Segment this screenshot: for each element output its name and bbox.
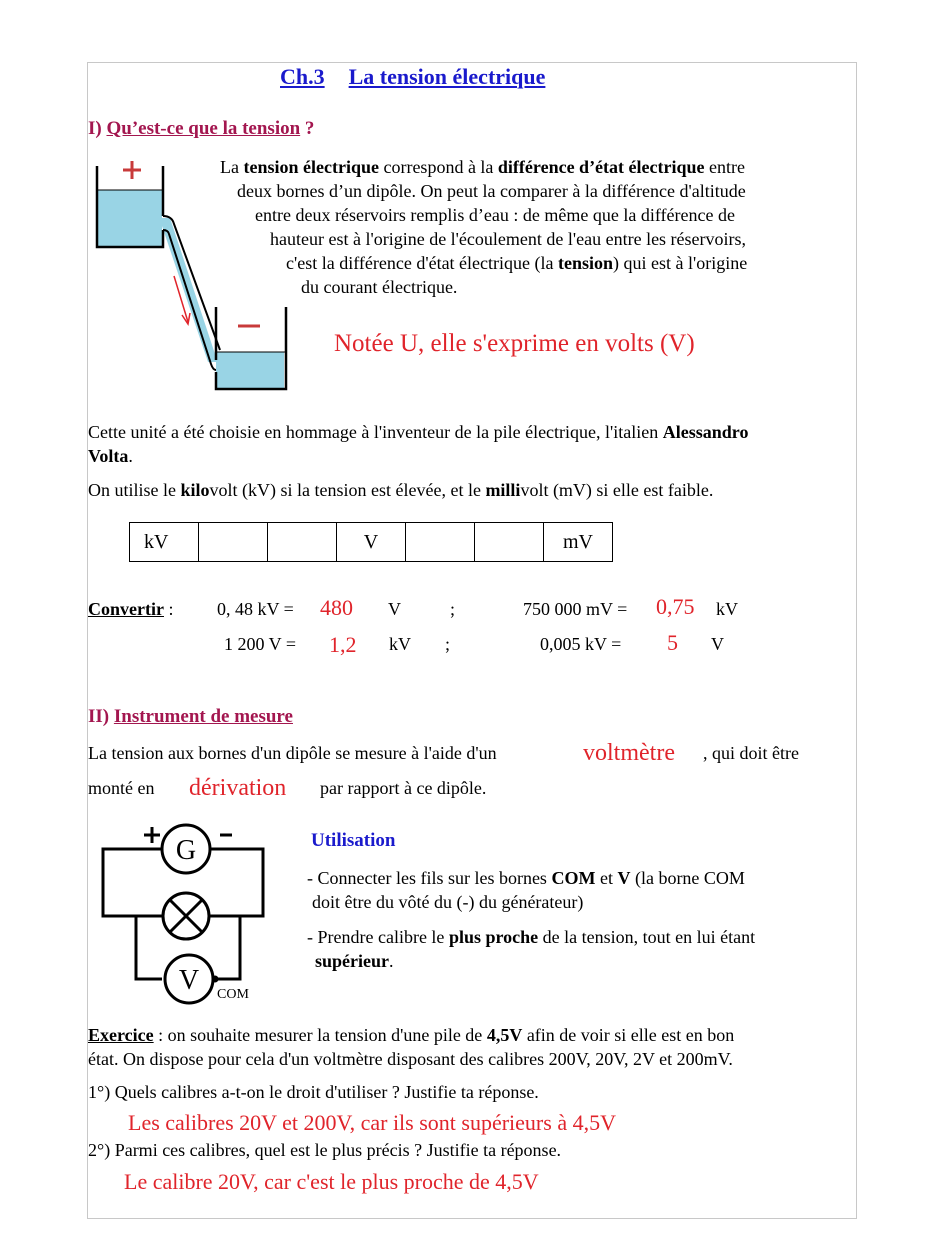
convert-a2: 0,75 bbox=[656, 594, 695, 619]
lower-water bbox=[216, 352, 284, 388]
svg-text:COM: COM bbox=[217, 987, 249, 1002]
page-title bbox=[280, 64, 545, 90]
section2-heading: II) Instrument de mesure bbox=[88, 706, 293, 727]
unit-cell bbox=[406, 523, 475, 562]
convert-q3: 1 200 V = bbox=[224, 634, 296, 654]
utilisation-title: Utilisation bbox=[311, 830, 396, 851]
question-2: 2°) Parmi ces calibres, quel est le plus précis ? Justifie ta réponse. bbox=[88, 1140, 562, 1160]
unit-cell-v: V bbox=[337, 523, 406, 562]
convert-a4: 5 bbox=[667, 630, 678, 655]
intro-paragraph: La tension électrique correspond à la différence d’état électrique entre deux bornes d’un dipôle. On peut la comparer à la différence d'altitude entre deux réservoirs remplis d’eau : de même que la différence de hauteur est à l'origine de l'écoulement de l'eau entre les réservoirs, c'est la différence d'état électrique (la tension) qui est à l'origine du courant électrique. bbox=[220, 157, 748, 297]
measure-text-1: La tension aux bornes d'un dipôle se mesure à l'aide d'un bbox=[88, 743, 497, 763]
convert-q4: 0,005 kV = bbox=[540, 634, 622, 654]
svg-text:V: V bbox=[178, 965, 200, 996]
section1-title: Qu’est-ce que la tension bbox=[106, 118, 301, 139]
section1-heading: I) Qu’est-ce que la tension ? bbox=[88, 118, 315, 139]
exercise-paragraph: Exercice : on souhaite mesurer la tension d'une pile de 4,5V afin de voir si elle est en bon état. On dispose pour cela d'un voltmètre disposant des calibres 200V, 20V, 2V et 200mV. bbox=[88, 1025, 735, 1069]
chapter-title: La tension électrique bbox=[348, 64, 546, 89]
question-1: 1°) Quels calibres a-t-on le droit d'utiliser ? Justifie ta réponse. bbox=[88, 1082, 539, 1102]
convert-q2: 750 000 mV = bbox=[523, 599, 628, 619]
convert-a1: 480 bbox=[320, 595, 353, 620]
measure-text-2: monté en bbox=[88, 778, 155, 798]
utilisation-item-1: - Connecter les fils sur les bornes COM et V (la borne COM doit être du vôté du (-) du générateur) bbox=[307, 868, 745, 912]
unit-cell bbox=[268, 523, 337, 562]
unit-conversion-table bbox=[129, 522, 613, 562]
upper-water bbox=[98, 190, 162, 246]
svg-text:G: G bbox=[175, 835, 197, 866]
answer-voltmetre: voltmètre bbox=[583, 740, 675, 766]
notation-text: Notée U, elle s'exprime en volts (V) bbox=[334, 330, 695, 357]
volta-paragraph: Cette unité a été choisie en hommage à l'inventeur de la pile électrique, l'italien Alessandro Volta. bbox=[88, 422, 749, 466]
unit-cell bbox=[199, 523, 268, 562]
unit-cell bbox=[475, 523, 544, 562]
answer-2: Le calibre 20V, car c'est le plus proche de 4,5V bbox=[124, 1169, 539, 1194]
unit-cell-mv: mV bbox=[544, 523, 613, 562]
circuit-diagram bbox=[100, 820, 280, 1010]
units-paragraph: On utilise le kilovolt (kV) si la tension est élevée, et le millivolt (mV) si elle est faible. bbox=[88, 480, 714, 500]
section2-title: Instrument de mesure bbox=[113, 706, 293, 727]
convert-q1: 0, 48 kV = bbox=[217, 599, 294, 619]
chapter-number: Ch.3 bbox=[280, 64, 325, 89]
answer-1: Les calibres 20V et 200V, car ils sont supérieurs à 4,5V bbox=[128, 1110, 616, 1135]
convert-a3: 1,2 bbox=[329, 632, 357, 657]
utilisation-item-2: - Prendre calibre le plus proche de la tension, tout en lui étant supérieur. bbox=[307, 927, 756, 971]
answer-derivation: dérivation bbox=[189, 775, 287, 801]
convert-label: Convertir : bbox=[88, 599, 174, 619]
unit-cell-kv: kV bbox=[130, 523, 199, 562]
